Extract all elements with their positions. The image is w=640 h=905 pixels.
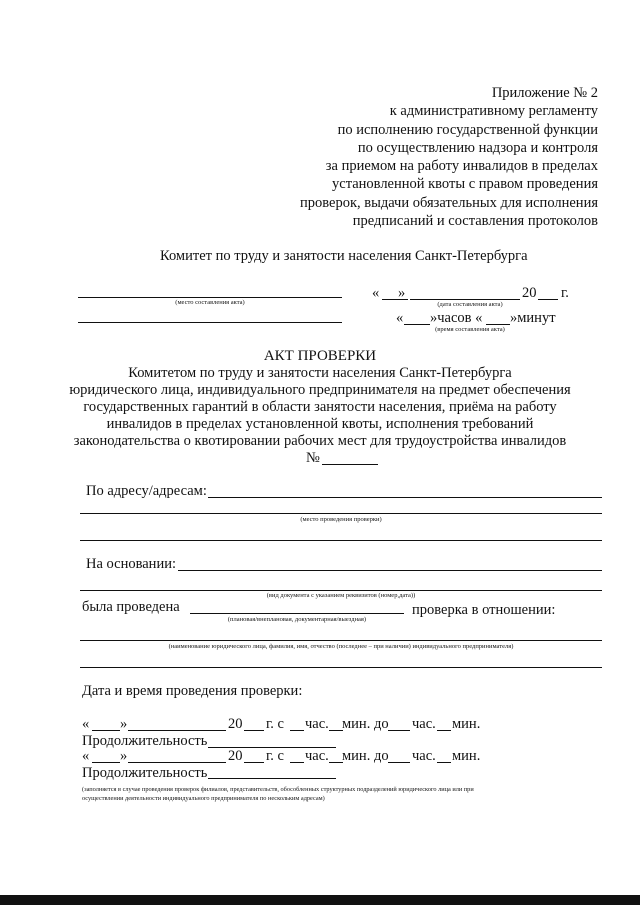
dt2-year-field[interactable] — [244, 762, 264, 763]
appendix-line: предписаний и составления протоколов — [352, 213, 598, 230]
time-open-quote: « — [396, 310, 404, 326]
basis-caption: (вид документа с указанием реквизитов (номер,дата)) — [266, 592, 416, 599]
appendix-block — [300, 84, 598, 230]
dt1-min-to: мин. до — [342, 716, 389, 732]
dt1-hours2: час. — [412, 716, 436, 732]
place-caption: (место составления акта) — [175, 299, 245, 306]
dt1-open-quote: « — [82, 716, 90, 732]
dt1-year-field[interactable] — [244, 730, 264, 731]
place-line-2 — [78, 322, 342, 323]
subject-field-2[interactable] — [80, 667, 602, 668]
time-hours-text: »часов « — [430, 310, 483, 326]
subject-field-1[interactable] — [80, 640, 602, 641]
committee-header: Комитет по труду и занятости населения Санкт-Петербурга — [160, 248, 528, 264]
act-number-field[interactable] — [322, 464, 378, 465]
dt2-hours2: час. — [412, 748, 436, 764]
act-title-line: Комитетом по труду и занятости населения Санкт-Петербурга — [128, 365, 512, 381]
act-title-block — [0, 348, 640, 450]
date-close-quote: » — [398, 285, 406, 301]
dt2-min-to: мин. до — [342, 748, 389, 764]
dt1-day-field[interactable] — [92, 730, 120, 731]
address-field-2[interactable] — [80, 513, 602, 514]
dt2-hour-to-field[interactable] — [388, 762, 410, 763]
dt1-month-field[interactable] — [128, 730, 226, 731]
dt1-min: мин. — [452, 716, 481, 732]
appendix-line: за приемом на работу инвалидов в пределах — [325, 158, 598, 175]
address-field-3[interactable] — [80, 540, 602, 541]
dt2-hour-from-field[interactable] — [290, 762, 304, 763]
appendix-line: установленной квоты с правом проведения — [332, 176, 598, 193]
act-title-line: инвалидов в пределах установленной квоты, исполнения требований — [106, 416, 534, 432]
footnote-line-1: (заполняется в случае проведения проверок филиалов, представительств, обособленных структурных подразделений юридического лица или при — [82, 786, 474, 793]
dt2-min: мин. — [452, 748, 481, 764]
appendix-line: проверок, выдачи обязательных для исполнения — [299, 194, 598, 211]
dt1-year-prefix: 20 — [228, 716, 243, 732]
dt1-hours: час. — [305, 716, 329, 732]
dt2-day-field[interactable] — [92, 762, 120, 763]
dt2-hours: час. — [305, 748, 329, 764]
time-hours-field[interactable] — [404, 324, 430, 325]
duration-field-2[interactable] — [208, 778, 336, 779]
dt1-from: г. с — [266, 716, 284, 732]
time-minutes-text: »минут — [510, 310, 556, 326]
dt2-year-prefix: 20 — [228, 748, 243, 764]
act-number-label: № — [306, 450, 320, 466]
dt1-hour-to-field[interactable] — [388, 730, 410, 731]
basis-label: На основании: — [86, 556, 176, 572]
subject-caption: (наименование юридического лица, фамилия, имя, отчество (последнее – при наличии) индивидуального предпринимателя) — [168, 643, 514, 650]
duration-label-1: Продолжительность — [82, 733, 208, 749]
dt2-min-to-field[interactable] — [437, 762, 451, 763]
act-title-line: юридического лица, индивидуального предпринимателя на предмет обеспечения — [69, 382, 571, 398]
appendix-line: по исполнению государственной функции — [337, 121, 598, 138]
scan-bottom-edge — [0, 895, 640, 905]
datetime-label: Дата и время проведения проверки: — [82, 683, 303, 699]
address-field-1[interactable] — [208, 497, 602, 498]
conducted-label: была проведена — [82, 599, 180, 615]
address-caption: (место проведения проверки) — [300, 516, 382, 523]
duration-label-2: Продолжительность — [82, 765, 208, 781]
conducted-suffix: проверка в отношении: — [412, 602, 556, 618]
basis-field-1[interactable] — [178, 570, 602, 571]
footnote-line-2: осуществлении деятельности индивидуального предпринимателя по нескольким адресам) — [82, 794, 325, 802]
time-caption: (время составления акта) — [435, 326, 505, 333]
conducted-type-field[interactable] — [190, 613, 404, 614]
dt1-close-quote: » — [120, 716, 128, 732]
appendix-line: Приложение № 2 — [491, 85, 598, 101]
act-title-line: государственных гарантий в области занятости населения, приёма на работу — [83, 399, 557, 415]
basis-field-2[interactable] — [80, 590, 602, 591]
date-caption: (дата составления акта) — [437, 301, 503, 308]
appendix-line: по осуществлению надзора и контроля — [357, 139, 598, 156]
dt1-hour-from-field[interactable] — [290, 730, 304, 731]
footnote — [82, 786, 602, 803]
dt1-min-to-field[interactable] — [437, 730, 451, 731]
date-year-suffix: г. — [561, 285, 569, 301]
dt2-month-field[interactable] — [128, 762, 226, 763]
date-year-prefix: 20 — [522, 285, 537, 301]
appendix-line: к административному регламенту — [389, 103, 598, 120]
dt2-close-quote: » — [120, 748, 128, 764]
dt1-min-from-field[interactable] — [329, 730, 343, 731]
address-label: По адресу/адресам: — [86, 483, 207, 499]
dt2-open-quote: « — [82, 748, 90, 764]
date-year-field[interactable] — [538, 299, 558, 300]
conducted-caption: (плановая/внеплановая, документарная/выездная) — [227, 616, 367, 623]
time-minutes-field[interactable] — [486, 324, 510, 325]
dt2-min-from-field[interactable] — [329, 762, 343, 763]
dt2-from: г. с — [266, 748, 284, 764]
date-open-quote: « — [372, 285, 380, 301]
date-month-field[interactable] — [410, 299, 520, 300]
act-title-line: законодательства о квотировании рабочих мест для трудоустройства инвалидов — [73, 433, 567, 449]
place-line-1 — [78, 297, 342, 298]
act-heading: АКТ ПРОВЕРКИ — [263, 348, 377, 364]
